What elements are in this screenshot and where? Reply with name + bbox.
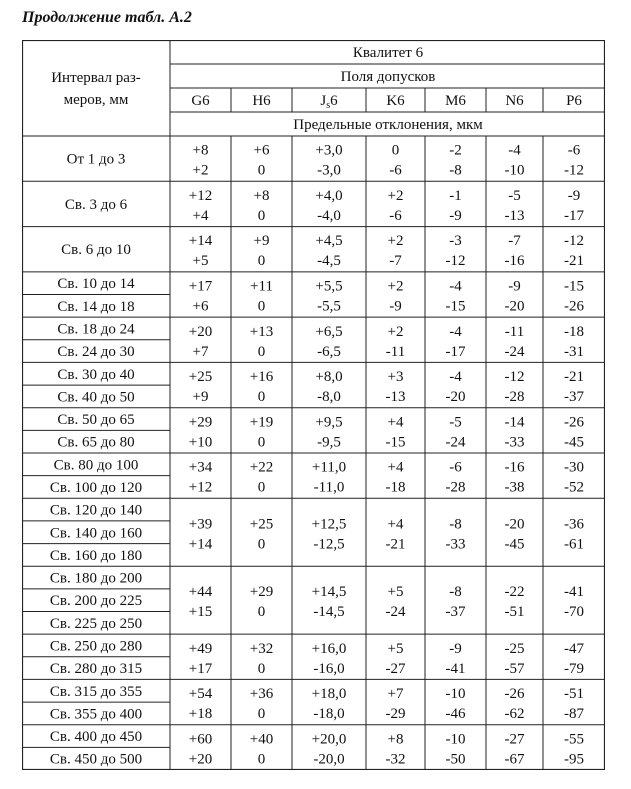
lower-deviation: -8,0 bbox=[317, 389, 341, 406]
upper-deviation: +4,0 bbox=[315, 187, 343, 204]
lower-deviation: -9 bbox=[389, 298, 402, 315]
interval-label: Св. 355 до 400 bbox=[49, 706, 143, 723]
lower-deviation: 0 bbox=[257, 162, 266, 179]
upper-deviation: +19 bbox=[249, 414, 274, 431]
upper-deviation: +29 bbox=[188, 414, 213, 431]
limit-deviations-header: Предельные отклонения, мкм bbox=[293, 117, 483, 133]
lower-deviation: -38 bbox=[504, 479, 525, 496]
upper-deviation: -4 bbox=[449, 369, 462, 386]
upper-deviation: +40 bbox=[249, 731, 274, 748]
upper-deviation: +16 bbox=[249, 369, 274, 386]
lower-deviation: -21 bbox=[564, 253, 584, 270]
upper-deviation: -21 bbox=[564, 369, 584, 386]
interval-header-line-1: Интервал раз- bbox=[51, 70, 141, 86]
upper-deviation: -2 bbox=[449, 142, 462, 159]
upper-deviation: -18 bbox=[564, 323, 584, 340]
upper-deviation: +9,5 bbox=[315, 414, 343, 431]
tolerance-table bbox=[22, 40, 605, 770]
upper-deviation: -20 bbox=[504, 516, 525, 533]
upper-deviation: +29 bbox=[249, 584, 274, 601]
upper-deviation: +25 bbox=[249, 516, 274, 533]
upper-deviation: +2 bbox=[387, 323, 404, 340]
upper-deviation: -51 bbox=[564, 686, 584, 703]
lower-deviation: +18 bbox=[188, 706, 213, 723]
lower-deviation: +4 bbox=[192, 207, 209, 224]
interval-label: Св. 50 до 65 bbox=[57, 412, 135, 429]
upper-deviation: -30 bbox=[564, 459, 584, 476]
interval-label: Св. 315 до 355 bbox=[49, 683, 143, 700]
interval-label: Св. 10 до 14 bbox=[57, 276, 135, 293]
interval-label: Св. 120 до 140 bbox=[49, 502, 143, 519]
column-header-g6: G6 bbox=[191, 93, 210, 109]
column-header-h6: H6 bbox=[252, 93, 271, 109]
column-header-k6: K6 bbox=[386, 93, 405, 109]
upper-deviation: +14 bbox=[188, 233, 213, 250]
upper-deviation: -55 bbox=[564, 731, 584, 748]
lower-deviation: -50 bbox=[445, 751, 466, 768]
lower-deviation: 0 bbox=[257, 298, 266, 315]
lower-deviation: +9 bbox=[192, 389, 209, 406]
upper-deviation: +25 bbox=[188, 369, 213, 386]
interval-label: Св. 24 до 30 bbox=[57, 344, 135, 361]
lower-deviation: +20 bbox=[188, 751, 213, 768]
lower-deviation: -10 bbox=[504, 162, 525, 179]
lower-deviation: -4,0 bbox=[317, 207, 341, 224]
upper-deviation: +39 bbox=[188, 516, 213, 533]
lower-deviation: 0 bbox=[257, 604, 266, 621]
upper-deviation: -15 bbox=[564, 278, 584, 295]
lower-deviation: -17 bbox=[564, 207, 584, 224]
lower-deviation: -24 bbox=[504, 343, 525, 360]
lower-deviation: -9 bbox=[449, 207, 462, 224]
upper-deviation: -6 bbox=[449, 459, 462, 476]
lower-deviation: -14,5 bbox=[313, 604, 345, 621]
upper-deviation: +8 bbox=[253, 187, 270, 204]
lower-deviation: +15 bbox=[188, 604, 213, 621]
lower-deviation: -12,5 bbox=[313, 536, 345, 553]
upper-deviation: -41 bbox=[564, 584, 584, 601]
lower-deviation: -9,5 bbox=[317, 434, 341, 451]
upper-deviation: +4,5 bbox=[315, 233, 343, 250]
lower-deviation: -26 bbox=[564, 298, 584, 315]
interval-label: Св. 180 до 200 bbox=[49, 570, 143, 587]
lower-deviation: -6,5 bbox=[317, 343, 341, 360]
upper-deviation: +4 bbox=[387, 459, 404, 476]
upper-deviation: -7 bbox=[508, 233, 521, 250]
upper-deviation: -4 bbox=[449, 278, 462, 295]
upper-deviation: +32 bbox=[249, 640, 274, 657]
lower-deviation: -41 bbox=[445, 660, 466, 677]
upper-deviation: +5 bbox=[387, 640, 404, 657]
lower-deviation: -15 bbox=[385, 434, 406, 451]
lower-deviation: -20,0 bbox=[313, 751, 345, 768]
qualitet-header: Квалитет 6 bbox=[352, 45, 424, 61]
lower-deviation: +6 bbox=[192, 298, 209, 315]
interval-label: Св. 18 до 24 bbox=[57, 321, 135, 338]
upper-deviation: +34 bbox=[188, 459, 213, 476]
lower-deviation: -5,5 bbox=[317, 298, 341, 315]
lower-deviation: -29 bbox=[385, 706, 406, 723]
lower-deviation: -24 bbox=[385, 604, 406, 621]
lower-deviation: -20 bbox=[504, 298, 525, 315]
upper-deviation: -27 bbox=[504, 731, 525, 748]
upper-deviation: -22 bbox=[504, 584, 525, 601]
table-caption: Продолжение табл. А.2 bbox=[22, 9, 192, 26]
column-header-p6: P6 bbox=[566, 93, 582, 109]
upper-deviation: 0 bbox=[391, 142, 400, 159]
lower-deviation: -95 bbox=[564, 751, 584, 768]
interval-label: Св. 6 до 10 bbox=[61, 242, 131, 259]
upper-deviation: +3,0 bbox=[315, 142, 343, 159]
lower-deviation: -13 bbox=[385, 389, 406, 406]
interval-label: Св. 280 до 315 bbox=[49, 661, 143, 678]
upper-deviation: +7 bbox=[387, 686, 404, 703]
lower-deviation: -6 bbox=[389, 207, 402, 224]
upper-deviation: -4 bbox=[508, 142, 521, 159]
upper-deviation: -16 bbox=[504, 459, 525, 476]
column-header-m6: M6 bbox=[445, 93, 466, 109]
lower-deviation: -37 bbox=[445, 604, 466, 621]
lower-deviation: -16 bbox=[504, 253, 525, 270]
upper-deviation: +4 bbox=[387, 414, 404, 431]
lower-deviation: -11 bbox=[385, 343, 406, 360]
lower-deviation: -62 bbox=[504, 706, 525, 723]
lower-deviation: -11,0 bbox=[313, 479, 345, 496]
tolerance-fields-header: Поля допусков bbox=[340, 69, 436, 85]
upper-deviation: +44 bbox=[188, 584, 213, 601]
lower-deviation: -13 bbox=[504, 207, 525, 224]
upper-deviation: -47 bbox=[564, 640, 584, 657]
lower-deviation: -37 bbox=[564, 389, 584, 406]
upper-deviation: -4 bbox=[449, 323, 462, 340]
lower-deviation: 0 bbox=[257, 479, 266, 496]
lower-deviation: -45 bbox=[504, 536, 525, 553]
interval-label: Св. 40 до 50 bbox=[57, 389, 135, 406]
lower-deviation: -24 bbox=[445, 434, 466, 451]
upper-deviation: -12 bbox=[564, 233, 584, 250]
lower-deviation: +10 bbox=[188, 434, 213, 451]
upper-deviation: -9 bbox=[508, 278, 521, 295]
lower-deviation: -6 bbox=[389, 162, 402, 179]
upper-deviation: +18,0 bbox=[311, 686, 347, 703]
column-header-n6: N6 bbox=[505, 93, 524, 109]
lower-deviation: -46 bbox=[445, 706, 466, 723]
lower-deviation: -21 bbox=[385, 536, 406, 553]
lower-deviation: -18 bbox=[385, 479, 406, 496]
interval-label: От 1 до 3 bbox=[66, 151, 126, 168]
upper-deviation: +12,5 bbox=[311, 516, 347, 533]
interval-label: Св. 65 до 80 bbox=[57, 434, 135, 451]
upper-deviation: -5 bbox=[449, 414, 462, 431]
lower-deviation: -7 bbox=[389, 253, 402, 270]
upper-deviation: -9 bbox=[567, 187, 581, 204]
lower-deviation: 0 bbox=[257, 343, 266, 360]
upper-deviation: +12 bbox=[188, 187, 213, 204]
upper-deviation: -9 bbox=[449, 640, 462, 657]
lower-deviation: -28 bbox=[504, 389, 525, 406]
interval-label: Св. 80 до 100 bbox=[53, 457, 139, 474]
lower-deviation: +12 bbox=[188, 479, 213, 496]
interval-label: Св. 100 до 120 bbox=[49, 479, 143, 496]
table-header bbox=[51, 45, 483, 133]
lower-deviation: -20 bbox=[445, 389, 466, 406]
lower-deviation: 0 bbox=[257, 253, 266, 270]
interval-label: Св. 400 до 450 bbox=[49, 729, 143, 746]
interval-label: Св. 14 до 18 bbox=[57, 298, 135, 315]
column-header-js6: $J_s6$ bbox=[320, 93, 338, 111]
lower-deviation: +2 bbox=[192, 162, 209, 179]
lower-deviation: -4,5 bbox=[317, 253, 341, 270]
lower-deviation: 0 bbox=[257, 536, 266, 553]
upper-deviation: +4 bbox=[387, 516, 404, 533]
upper-deviation: +11,0 bbox=[311, 459, 347, 476]
upper-deviation: -26 bbox=[504, 686, 525, 703]
upper-deviation: -10 bbox=[445, 731, 466, 748]
lower-deviation: 0 bbox=[257, 389, 266, 406]
lower-deviation: 0 bbox=[257, 434, 266, 451]
lower-deviation: -8 bbox=[449, 162, 462, 179]
upper-deviation: +8 bbox=[192, 142, 209, 159]
upper-deviation: -12 bbox=[504, 369, 525, 386]
interval-label: Св. 3 до 6 bbox=[64, 196, 128, 213]
lower-deviation: -33 bbox=[445, 536, 466, 553]
upper-deviation: +60 bbox=[188, 731, 213, 748]
upper-deviation: +2 bbox=[387, 233, 404, 250]
upper-deviation: +13 bbox=[249, 323, 274, 340]
upper-deviation: +17 bbox=[188, 278, 213, 295]
upper-deviation: -6 bbox=[567, 142, 581, 159]
upper-deviation: +2 bbox=[387, 278, 404, 295]
lower-deviation: +5 bbox=[192, 253, 209, 270]
upper-deviation: +11 bbox=[250, 278, 273, 295]
upper-deviation: -3 bbox=[449, 233, 462, 250]
lower-deviation: 0 bbox=[257, 660, 266, 677]
interval-label: Св. 200 до 225 bbox=[49, 593, 143, 610]
lower-deviation: -12 bbox=[564, 162, 584, 179]
upper-deviation: +16,0 bbox=[311, 640, 347, 657]
lower-deviation: -28 bbox=[445, 479, 466, 496]
lower-deviation: +17 bbox=[188, 660, 213, 677]
lower-deviation: -32 bbox=[385, 751, 406, 768]
lower-deviation: 0 bbox=[257, 207, 266, 224]
upper-deviation: +54 bbox=[188, 686, 213, 703]
lower-deviation: +14 bbox=[188, 536, 213, 553]
interval-label: Св. 140 до 160 bbox=[49, 525, 143, 542]
lower-deviation: 0 bbox=[257, 706, 266, 723]
upper-deviation: +14,5 bbox=[311, 584, 347, 601]
interval-label: Св. 450 до 500 bbox=[49, 751, 143, 768]
lower-deviation: -27 bbox=[385, 660, 406, 677]
upper-deviation: +9 bbox=[253, 233, 270, 250]
upper-deviation: -26 bbox=[564, 414, 584, 431]
upper-deviation: +8,0 bbox=[315, 369, 343, 386]
lower-deviation: -61 bbox=[564, 536, 584, 553]
interval-label: Св. 30 до 40 bbox=[57, 366, 135, 383]
lower-deviation: -16,0 bbox=[313, 660, 345, 677]
upper-deviation: -14 bbox=[504, 414, 525, 431]
lower-deviation: +7 bbox=[192, 343, 209, 360]
lower-deviation: -70 bbox=[564, 604, 584, 621]
upper-deviation: +36 bbox=[249, 686, 274, 703]
upper-deviation: +5 bbox=[387, 584, 404, 601]
upper-deviation: +8 bbox=[387, 731, 404, 748]
lower-deviation: -12 bbox=[445, 253, 466, 270]
upper-deviation: -5 bbox=[508, 187, 521, 204]
lower-deviation: -31 bbox=[564, 343, 584, 360]
lower-deviation: -45 bbox=[564, 434, 584, 451]
lower-deviation: -51 bbox=[504, 604, 525, 621]
upper-deviation: +3 bbox=[387, 369, 404, 386]
lower-deviation: -57 bbox=[504, 660, 525, 677]
upper-deviation: +20 bbox=[188, 323, 213, 340]
lower-deviation: -18,0 bbox=[313, 706, 345, 723]
lower-deviation: -15 bbox=[445, 298, 466, 315]
interval-header-line-2: меров, мм bbox=[63, 92, 129, 108]
upper-deviation: +6,5 bbox=[315, 323, 343, 340]
interval-label: Св. 250 до 280 bbox=[49, 638, 143, 655]
upper-deviation: -25 bbox=[504, 640, 525, 657]
upper-deviation: +49 bbox=[188, 640, 213, 657]
upper-deviation: +2 bbox=[387, 187, 404, 204]
table-body bbox=[50, 143, 585, 768]
lower-deviation: -67 bbox=[504, 751, 525, 768]
upper-deviation: -8 bbox=[449, 584, 462, 601]
upper-deviation: +6 bbox=[253, 142, 270, 159]
lower-deviation: -3,0 bbox=[317, 162, 341, 179]
interval-label: Св. 160 до 180 bbox=[49, 547, 143, 564]
upper-deviation: -1 bbox=[449, 187, 462, 204]
upper-deviation: -36 bbox=[564, 516, 584, 533]
upper-deviation: +20,0 bbox=[311, 731, 347, 748]
upper-deviation: -8 bbox=[449, 516, 462, 533]
lower-deviation: -17 bbox=[445, 343, 466, 360]
lower-deviation: -79 bbox=[564, 660, 584, 677]
tolerance-table-grid bbox=[22, 40, 605, 770]
lower-deviation: -33 bbox=[504, 434, 525, 451]
column-headers bbox=[191, 93, 582, 111]
lower-deviation: -87 bbox=[564, 706, 584, 723]
lower-deviation: -52 bbox=[564, 479, 584, 496]
upper-deviation: -11 bbox=[504, 323, 525, 340]
interval-label: Св. 225 до 250 bbox=[49, 615, 143, 632]
upper-deviation: +22 bbox=[249, 459, 274, 476]
upper-deviation: +5,5 bbox=[315, 278, 343, 295]
upper-deviation: -10 bbox=[445, 686, 466, 703]
lower-deviation: 0 bbox=[257, 751, 266, 768]
